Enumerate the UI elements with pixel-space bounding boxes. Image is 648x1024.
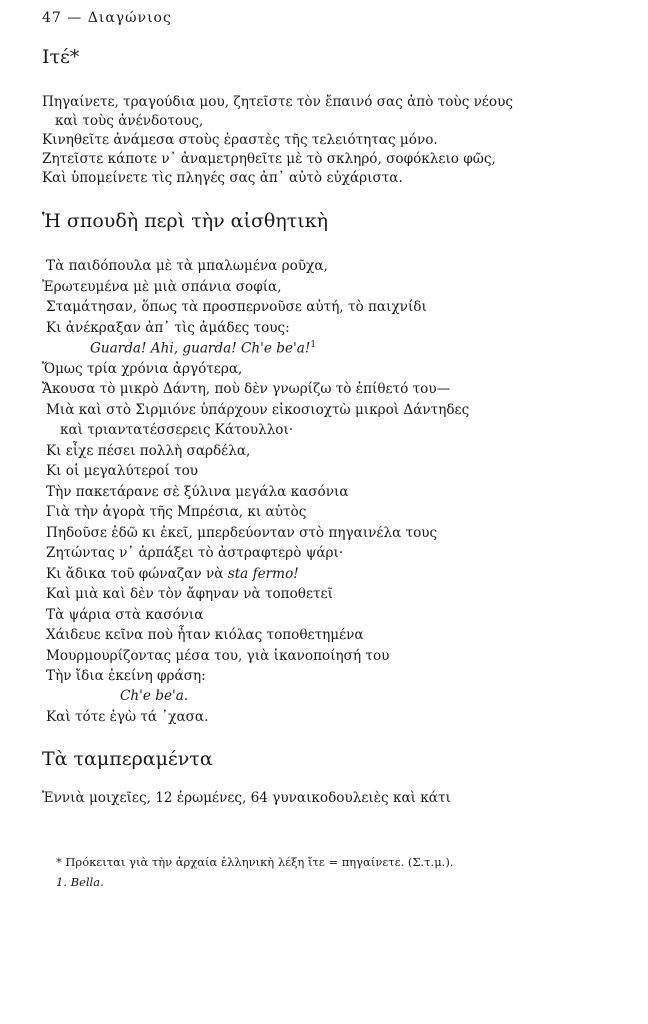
footnote-ref: 1 <box>310 340 317 350</box>
poem-line: Ὅμως τρία χρόνια ἀργότερα, <box>42 361 243 377</box>
poem-line: Τὴν ἴδια ἐκείνη φράση: <box>46 668 206 684</box>
poem-line: Ζητώντας ν᾽ ἁρπάξει τὸ ἀστραφτερὸ ψάρι· <box>46 545 344 561</box>
poem-title-aesthetics: Ἡ σπουδὴ περὶ τὴν αἰσθητικὴ <box>42 210 328 232</box>
poem-line: Κι οἱ μεγαλύτεροί του <box>46 463 199 479</box>
poem-line: Ἐννιὰ μοιχεῖες, 12 ἐρωμένες, 64 γυναικοδουλειὲς καὶ κάτι <box>42 790 451 806</box>
footnote-1: 1. Bella. <box>56 875 104 889</box>
poem-line: Καὶ τότε ἐγὼ τά ᾽χασα. <box>46 709 209 725</box>
poem-line: Μιὰ καὶ στὸ Σιρμιόνε ὑπάρχουν εἰκοσιοχτὼ μικροὶ Δάντηδες <box>46 402 470 418</box>
poem-line: Τὰ παιδόπουλα μὲ τὰ μπαλωμένα ροῦχα, <box>46 258 328 274</box>
poem-line: Καὶ μιὰ καὶ δὲν τὸν ἄφηναν νὰ τοποθετεῖ <box>46 586 333 602</box>
poem-line: Τὴν πακετάρανε σὲ ξύλινα μεγάλα κασόνια <box>46 484 349 500</box>
poem-title-temperaments: Τὰ ταμπεραμέντα <box>42 748 213 770</box>
poem-line: Ζητεῖστε κάποτε ν᾽ ἀναμετρηθεῖτε μὲ τὸ σκληρό, σοφόκλειο φῶς, <box>42 151 496 167</box>
poem-line: καὶ τοὺς ἀνένδοτους, <box>55 113 204 129</box>
poem-line-italian <box>90 340 316 357</box>
poem-line: Καὶ ὑπομείνετε τὶς πληγές σας ἀπ᾽ αὐτὸ εὐχάριστα. <box>42 170 403 186</box>
poem-line: Τὰ ψάρια στὰ κασόνια <box>46 607 204 623</box>
poem-line-italian: Ch'e be'a. <box>120 688 189 704</box>
footnote-asterisk: * Πρόκειται γιὰ τὴν ἀρχαία ἑλληνικὴ λέξη ἴτε = πηγαίνετε. (Σ.τ.μ.). <box>56 855 454 869</box>
poem-line: καὶ τριαντατέσσερεις Κάτουλλοι· <box>60 422 294 438</box>
poem-line: Πηδοῦσε ἐδῶ κι ἐκεῖ, μπερδεύονταν στὸ πηγαινέλα τους <box>46 525 438 541</box>
poem-line: Γιὰ τὴν ἀγορὰ τῆς Μπρέσια, κι αὐτὸς <box>46 504 307 520</box>
running-header: 47 — Διαγώνιος <box>42 10 172 26</box>
poem-line: Ἐρωτευμένα μὲ μιὰ σπάνια σοφία, <box>42 279 282 295</box>
italian-phrase: sta fermo! <box>227 566 299 582</box>
poem-title-ite: Ιτέ* <box>42 46 80 68</box>
poem-line: Σταμάτησαν, ὅπως τὰ προσπερνοῦσε αὐτή, τὸ παιχνίδι <box>46 299 427 315</box>
poem-line: Κινηθεῖτε ἀνάμεσα στοὺς ἐραστὲς τῆς τελειότητας μόνο. <box>42 132 438 148</box>
poem-line: Ἄκουσα τὸ μικρὸ Δάντη, ποὺ δὲν γνωρίζω τὸ ἐπίθετό του— <box>42 381 451 397</box>
poem-line: Μουρμουρίζοντας μέσα του, γιὰ ἱκανοποίησή του <box>46 648 390 664</box>
poem-line: Χάιδευε κεῖνα ποὺ ἦταν κιόλας τοποθετημένα <box>46 627 364 643</box>
italian-exclamation: Guarda! Ahi, guarda! Ch'e be'a! <box>90 340 311 357</box>
poem-line: Κι εἶχε πέσει πολλὴ σαρδέλα, <box>46 443 251 459</box>
poem-line <box>46 566 299 582</box>
poem-line-text: Κι ἄδικα τοῦ φώναζαν νὰ <box>46 566 228 582</box>
poem-line: Πηγαίνετε, τραγούδια μου, ζητεῖστε τὸν ἔπαινό σας ἀπὸ τοὺς νέους <box>42 94 513 110</box>
poem-line: Κι ἀνέκραξαν ἀπ᾽ τὶς ἀμάδες τους: <box>46 320 290 336</box>
